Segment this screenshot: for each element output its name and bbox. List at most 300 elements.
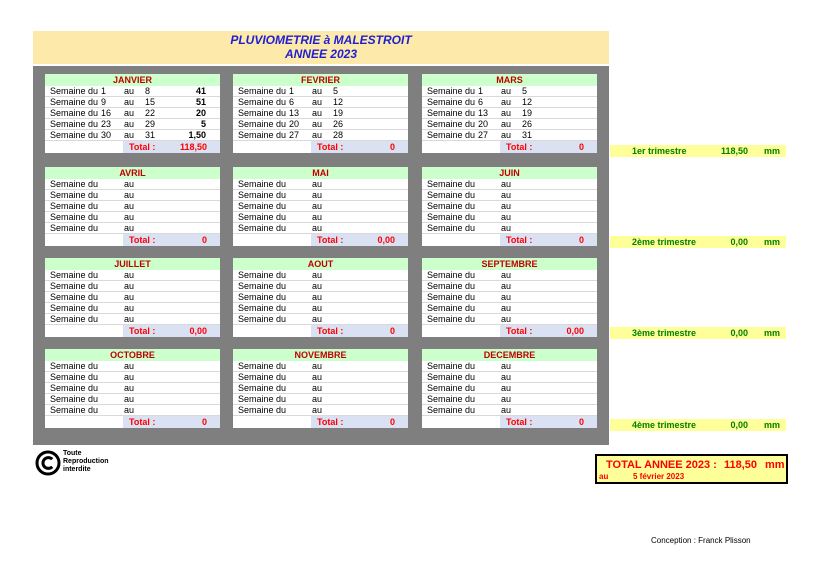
week-au-label: au — [312, 130, 323, 140]
week-au-label: au — [124, 361, 135, 371]
week-au-label: au — [312, 394, 323, 404]
week-label: Semaine du — [238, 179, 287, 189]
week-row — [233, 86, 408, 97]
week-row — [45, 405, 220, 416]
week-au-label: au — [501, 314, 512, 324]
week-row — [422, 108, 597, 119]
week-row — [233, 108, 408, 119]
annual-total-label: TOTAL ANNEE 2023 : — [606, 459, 717, 471]
week-from-day[interactable]: 1 — [101, 86, 107, 96]
week-row — [45, 292, 220, 303]
week-label: Semaine du — [238, 97, 287, 107]
week-label: Semaine du — [427, 383, 476, 393]
week-au-label: au — [312, 201, 323, 211]
week-au-label: au — [501, 303, 512, 313]
month-block — [422, 74, 597, 153]
month-total-label: Total : — [317, 417, 344, 427]
week-au-label: au — [501, 130, 512, 140]
month-total-value: 0 — [578, 235, 584, 245]
week-to-day[interactable]: 29 — [145, 119, 156, 129]
trimester-value: 0,00 — [730, 328, 748, 338]
week-row — [45, 86, 220, 97]
week-row — [45, 270, 220, 281]
week-au-label: au — [124, 314, 135, 324]
week-row — [233, 212, 408, 223]
week-row — [233, 383, 408, 394]
week-from-day[interactable]: 13 — [478, 108, 489, 118]
week-row — [45, 130, 220, 141]
week-to-day[interactable]: 12 — [522, 97, 533, 107]
week-to-day[interactable]: 19 — [333, 108, 344, 118]
copyright-line: interdite — [63, 466, 91, 473]
month-total-row — [422, 416, 597, 428]
month-block — [45, 258, 220, 337]
month-total-value: 0,00 — [377, 235, 395, 245]
week-au-label: au — [124, 190, 135, 200]
week-au-label: au — [501, 270, 512, 280]
week-label: Semaine du — [50, 130, 99, 140]
week-label: Semaine du — [427, 281, 476, 291]
week-label: Semaine du — [50, 119, 99, 129]
week-row — [422, 97, 597, 108]
week-label: Semaine du — [50, 292, 99, 302]
week-row — [233, 270, 408, 281]
week-row — [233, 372, 408, 383]
month-name: FEVRIER — [233, 74, 408, 86]
week-row — [422, 281, 597, 292]
week-label: Semaine du — [238, 303, 287, 313]
week-row — [233, 394, 408, 405]
week-from-day[interactable]: 9 — [101, 97, 107, 107]
week-row — [233, 314, 408, 325]
week-au-label: au — [312, 314, 323, 324]
week-label: Semaine du — [427, 361, 476, 371]
trimester-unit: mm — [764, 237, 781, 247]
week-from-day[interactable]: 1 — [478, 86, 484, 96]
copyright-icon — [35, 450, 61, 476]
week-au-label: au — [124, 405, 135, 415]
week-from-day[interactable]: 1 — [289, 86, 295, 96]
page-subtitle: ANNEE 2023 — [284, 47, 358, 61]
month-total-value: 0 — [389, 417, 395, 427]
week-au-label: au — [312, 223, 323, 233]
week-au-label: au — [312, 270, 323, 280]
month-total-label: Total : — [506, 417, 533, 427]
week-au-label: au — [501, 108, 512, 118]
week-au-label: au — [124, 372, 135, 382]
week-au-label: au — [501, 394, 512, 404]
month-total-cell — [123, 234, 220, 246]
week-au-label: au — [312, 383, 323, 393]
trimester-unit: mm — [764, 328, 781, 338]
week-label: Semaine du — [427, 201, 476, 211]
week-label: Semaine du — [238, 212, 287, 222]
week-from-day[interactable]: 6 — [478, 97, 484, 107]
month-total-row — [233, 416, 408, 428]
week-label: Semaine du — [50, 190, 99, 200]
week-label: Semaine du — [238, 394, 287, 404]
week-label: Semaine du — [427, 130, 476, 140]
week-row — [422, 394, 597, 405]
month-block — [233, 258, 408, 337]
trimester-label: 3ème trimestre — [632, 328, 697, 338]
week-label: Semaine du — [427, 212, 476, 222]
month-total-value: 0,00 — [566, 326, 584, 336]
trimester-unit: mm — [764, 420, 781, 430]
week-au-label: au — [312, 372, 323, 382]
week-row — [45, 394, 220, 405]
month-name: SEPTEMBRE — [422, 258, 597, 270]
month-total-label: Total : — [129, 235, 156, 245]
week-row — [233, 190, 408, 201]
week-row — [45, 303, 220, 314]
month-name: JUILLET — [45, 258, 220, 270]
week-label: Semaine du — [50, 108, 99, 118]
week-from-day[interactable]: 20 — [478, 119, 489, 129]
week-au-label: au — [312, 179, 323, 189]
week-au-label: au — [124, 86, 135, 96]
month-total-cell — [311, 234, 408, 246]
week-row — [422, 292, 597, 303]
week-label: Semaine du — [427, 303, 476, 313]
week-label: Semaine du — [427, 223, 476, 233]
week-au-label: au — [124, 201, 135, 211]
month-name: AVRIL — [45, 167, 220, 179]
week-label: Semaine du — [427, 86, 476, 96]
copyright-line: Reproduction — [63, 458, 109, 465]
week-au-label: au — [124, 394, 135, 404]
week-to-day[interactable]: 19 — [522, 108, 533, 118]
page-title: PLUVIOMETRIE à MALESTROIT — [230, 33, 412, 47]
week-row — [233, 303, 408, 314]
week-au-label: au — [501, 383, 512, 393]
week-rainfall-value[interactable]: 41 — [195, 86, 206, 96]
week-to-day[interactable]: 26 — [333, 119, 344, 129]
week-label: Semaine du — [427, 190, 476, 200]
month-block — [422, 258, 597, 337]
week-from-day[interactable]: 30 — [101, 130, 112, 140]
week-row — [233, 201, 408, 212]
week-au-label: au — [312, 212, 323, 222]
week-au-label: au — [312, 108, 323, 118]
week-au-label: au — [501, 201, 512, 211]
week-rainfall-value[interactable]: 5 — [200, 119, 206, 129]
week-from-day[interactable]: 16 — [101, 108, 112, 118]
week-au-label: au — [124, 281, 135, 291]
week-label: Semaine du — [238, 292, 287, 302]
month-total-cell — [500, 325, 597, 337]
week-to-day[interactable]: 26 — [522, 119, 533, 129]
week-label: Semaine du — [427, 372, 476, 382]
week-au-label: au — [124, 179, 135, 189]
week-label: Semaine du — [427, 394, 476, 404]
month-total-label: Total : — [129, 326, 156, 336]
copyright-notice — [63, 450, 109, 474]
month-total-label: Total : — [506, 326, 533, 336]
week-au-label: au — [312, 292, 323, 302]
annual-total-box — [595, 454, 788, 484]
month-block — [422, 349, 597, 428]
week-row — [422, 86, 597, 97]
week-au-label: au — [312, 405, 323, 415]
month-total-row — [233, 141, 408, 153]
week-au-label: au — [501, 119, 512, 129]
month-total-value: 0 — [578, 142, 584, 152]
trimester-value: 118,50 — [720, 146, 748, 156]
month-name: JANVIER — [45, 74, 220, 86]
week-row — [45, 281, 220, 292]
month-block — [233, 349, 408, 428]
month-total-row — [45, 325, 220, 337]
week-rainfall-value[interactable]: 1,50 — [188, 130, 206, 140]
month-total-value: 0 — [389, 326, 395, 336]
month-block — [45, 167, 220, 246]
trimester-row — [610, 327, 786, 339]
month-total-cell — [500, 141, 597, 153]
week-row — [45, 383, 220, 394]
month-name: MAI — [233, 167, 408, 179]
week-row — [233, 223, 408, 234]
week-label: Semaine du — [427, 270, 476, 280]
week-row — [45, 201, 220, 212]
week-row — [45, 212, 220, 223]
week-from-day[interactable]: 23 — [101, 119, 112, 129]
week-au-label: au — [124, 97, 135, 107]
week-to-day[interactable]: 28 — [333, 130, 344, 140]
week-row — [422, 212, 597, 223]
month-total-row — [45, 416, 220, 428]
week-row — [45, 97, 220, 108]
week-to-day[interactable]: 22 — [145, 108, 156, 118]
week-au-label: au — [312, 281, 323, 291]
month-total-cell — [500, 234, 597, 246]
trimester-row — [610, 419, 786, 431]
week-row — [233, 292, 408, 303]
week-to-day[interactable]: 15 — [145, 97, 156, 107]
week-label: Semaine du — [50, 361, 99, 371]
month-total-row — [422, 234, 597, 246]
week-from-day[interactable]: 20 — [289, 119, 300, 129]
week-row — [422, 190, 597, 201]
week-row — [422, 270, 597, 281]
week-au-label: au — [501, 361, 512, 371]
trimester-label: 2ème trimestre — [632, 237, 697, 247]
week-label: Semaine du — [238, 119, 287, 129]
credit-text: Conception : Franck Plisson — [651, 536, 751, 545]
month-total-row — [233, 325, 408, 337]
week-label: Semaine du — [50, 223, 99, 233]
week-label: Semaine du — [427, 405, 476, 415]
month-total-row — [422, 141, 597, 153]
week-row — [422, 130, 597, 141]
month-block — [45, 74, 220, 153]
week-au-label: au — [124, 108, 135, 118]
month-total-row — [45, 141, 220, 153]
month-total-label: Total : — [317, 235, 344, 245]
week-label: Semaine du — [50, 394, 99, 404]
week-label: Semaine du — [50, 86, 99, 96]
week-au-label: au — [501, 179, 512, 189]
week-row — [45, 190, 220, 201]
trimester-label: 4ème trimestre — [632, 420, 697, 430]
week-row — [233, 405, 408, 416]
week-row — [233, 97, 408, 108]
week-au-label: au — [124, 303, 135, 313]
week-au-label: au — [312, 119, 323, 129]
week-row — [45, 119, 220, 130]
week-au-label: au — [312, 361, 323, 371]
title-banner — [33, 31, 609, 64]
week-from-day[interactable]: 27 — [478, 130, 489, 140]
week-row — [422, 303, 597, 314]
week-au-label: au — [501, 292, 512, 302]
month-total-label: Total : — [129, 417, 156, 427]
week-label: Semaine du — [238, 314, 287, 324]
month-total-cell — [311, 141, 408, 153]
week-row — [422, 201, 597, 212]
month-total-label: Total : — [129, 142, 156, 152]
week-row — [233, 179, 408, 190]
month-name: AOUT — [233, 258, 408, 270]
week-to-day[interactable]: 12 — [333, 97, 344, 107]
week-label: Semaine du — [238, 372, 287, 382]
week-label: Semaine du — [238, 405, 287, 415]
week-label: Semaine du — [427, 292, 476, 302]
week-label: Semaine du — [238, 223, 287, 233]
month-total-row — [45, 234, 220, 246]
trimester-label: 1er trimestre — [632, 146, 687, 156]
week-label: Semaine du — [427, 119, 476, 129]
month-total-value: 0 — [201, 235, 207, 245]
week-row — [45, 179, 220, 190]
week-row — [422, 383, 597, 394]
month-block — [233, 74, 408, 153]
week-label: Semaine du — [238, 270, 287, 280]
month-total-cell — [500, 416, 597, 428]
week-label: Semaine du — [427, 97, 476, 107]
week-from-day[interactable]: 27 — [289, 130, 300, 140]
week-label: Semaine du — [50, 314, 99, 324]
week-label: Semaine du — [427, 314, 476, 324]
week-au-label: au — [124, 212, 135, 222]
week-au-label: au — [124, 223, 135, 233]
week-label: Semaine du — [238, 281, 287, 291]
week-au-label: au — [312, 97, 323, 107]
week-row — [45, 108, 220, 119]
month-total-value: 0 — [389, 142, 395, 152]
week-label: Semaine du — [238, 108, 287, 118]
week-label: Semaine du — [50, 303, 99, 313]
month-total-value: 0,00 — [189, 326, 207, 336]
week-au-label: au — [501, 405, 512, 415]
week-au-label: au — [501, 212, 512, 222]
week-row — [233, 361, 408, 372]
week-au-label: au — [501, 281, 512, 291]
month-total-cell — [311, 416, 408, 428]
week-row — [45, 223, 220, 234]
week-label: Semaine du — [238, 86, 287, 96]
week-label: Semaine du — [238, 201, 287, 211]
week-to-day[interactable]: 5 — [333, 86, 339, 96]
month-total-label: Total : — [317, 142, 344, 152]
week-label: Semaine du — [50, 179, 99, 189]
week-rainfall-value[interactable]: 51 — [195, 97, 206, 107]
week-label: Semaine du — [427, 108, 476, 118]
week-label: Semaine du — [238, 190, 287, 200]
month-name: JUIN — [422, 167, 597, 179]
week-label: Semaine du — [50, 372, 99, 382]
week-label: Semaine du — [238, 130, 287, 140]
week-label: Semaine du — [50, 212, 99, 222]
week-row — [233, 119, 408, 130]
week-label: Semaine du — [238, 361, 287, 371]
week-row — [422, 119, 597, 130]
week-to-day[interactable]: 8 — [145, 86, 151, 96]
week-label: Semaine du — [50, 97, 99, 107]
trimester-row — [610, 145, 786, 157]
week-from-day[interactable]: 13 — [289, 108, 300, 118]
week-label: Semaine du — [50, 270, 99, 280]
month-total-value: 0 — [201, 417, 207, 427]
week-row — [422, 361, 597, 372]
copyright-line: Toute — [63, 450, 82, 457]
week-label: Semaine du — [50, 405, 99, 415]
week-label: Semaine du — [50, 281, 99, 291]
week-label: Semaine du — [50, 383, 99, 393]
week-row — [233, 281, 408, 292]
month-total-row — [233, 234, 408, 246]
week-au-label: au — [124, 270, 135, 280]
week-row — [45, 361, 220, 372]
week-au-label: au — [501, 190, 512, 200]
week-from-day[interactable]: 6 — [289, 97, 295, 107]
week-rainfall-value[interactable]: 20 — [195, 108, 206, 118]
month-total-value: 118,50 — [179, 142, 207, 152]
week-au-label: au — [312, 86, 323, 96]
month-total-cell — [123, 141, 220, 153]
month-name: MARS — [422, 74, 597, 86]
week-to-day[interactable]: 5 — [522, 86, 528, 96]
month-block — [422, 167, 597, 246]
month-total-cell — [123, 416, 220, 428]
week-au-label: au — [124, 292, 135, 302]
week-row — [422, 179, 597, 190]
trimester-value: 0,00 — [730, 420, 748, 430]
week-label: Semaine du — [50, 201, 99, 211]
week-row — [233, 130, 408, 141]
month-total-label: Total : — [506, 235, 533, 245]
week-label: Semaine du — [427, 179, 476, 189]
month-total-cell — [311, 325, 408, 337]
trimester-row — [610, 236, 786, 248]
week-row — [45, 372, 220, 383]
month-total-value: 0 — [578, 417, 584, 427]
month-name: DECEMBRE — [422, 349, 597, 361]
week-to-day[interactable]: 31 — [522, 130, 533, 140]
week-au-label: au — [312, 190, 323, 200]
week-row — [422, 405, 597, 416]
month-name: NOVEMBRE — [233, 349, 408, 361]
trimester-unit: mm — [764, 146, 781, 156]
week-au-label: au — [501, 86, 512, 96]
month-total-label: Total : — [506, 142, 533, 152]
week-au-label: au — [124, 383, 135, 393]
week-au-label: au — [124, 130, 135, 140]
week-au-label: au — [501, 223, 512, 233]
week-to-day[interactable]: 31 — [145, 130, 156, 140]
week-row — [45, 314, 220, 325]
month-block — [233, 167, 408, 246]
